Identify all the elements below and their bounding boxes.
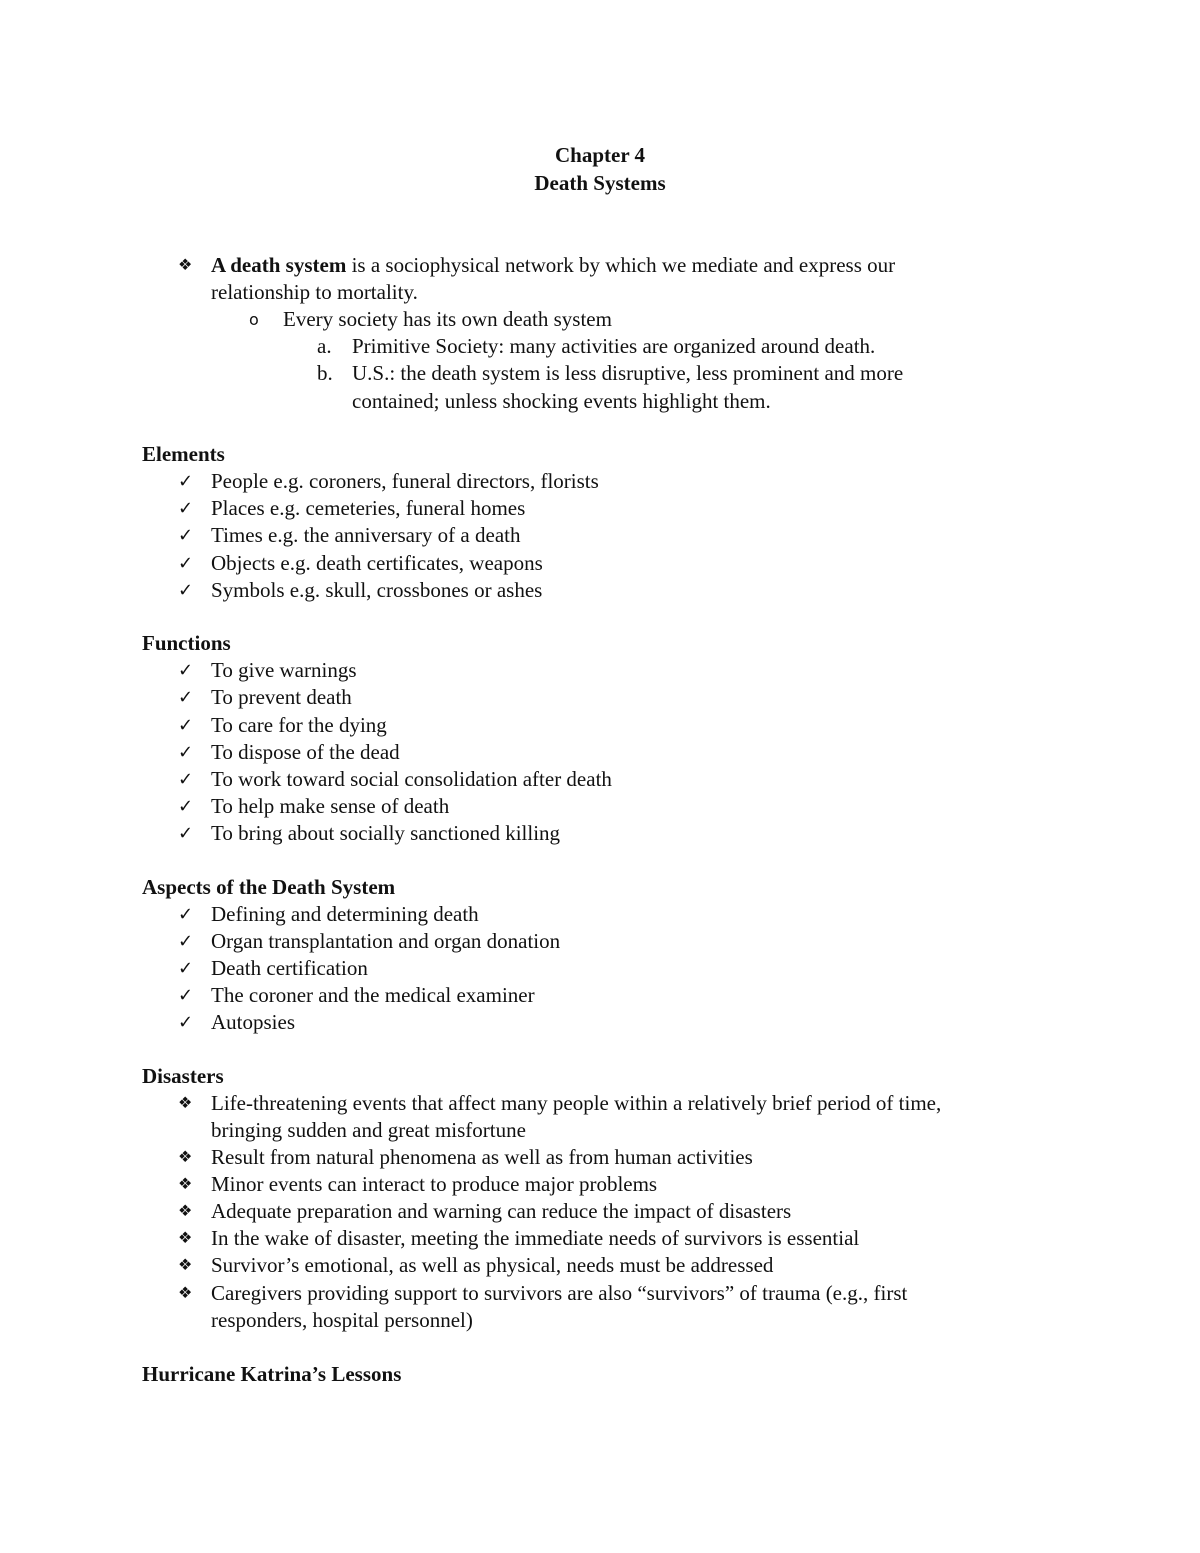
disasters-item-line: Minor events can interact to produce major problems <box>211 1172 658 1196</box>
circle-bullet-icon: o <box>249 310 259 329</box>
functions-item: To bring about socially sanctioned killing <box>211 821 561 845</box>
disasters-item-line: Adequate preparation and warning can reduce the impact of disasters <box>211 1199 792 1223</box>
functions-item: To care for the dying <box>211 713 387 737</box>
functions-item: To give warnings <box>211 658 357 682</box>
intro-text: is a sociophysical network by which we mediate and express our <box>346 253 896 277</box>
intro-line-2: relationship to mortality. <box>211 280 418 304</box>
checkmark-icon: ✓ <box>178 823 194 844</box>
checkmark-icon: ✓ <box>178 931 194 952</box>
checkmark-icon: ✓ <box>178 904 194 925</box>
section-heading-elements: Elements <box>142 442 225 466</box>
elements-item: Places e.g. cemeteries, funeral homes <box>211 496 526 520</box>
checkmark-icon: ✓ <box>178 985 194 1006</box>
checkmark-icon: ✓ <box>178 471 194 492</box>
diamond-bullet-icon: ❖ <box>178 1285 193 1302</box>
disasters-item-line: Life-threatening events that affect many people within a relatively brief period of time, <box>211 1091 942 1115</box>
intro-sub-sub-item-a: Primitive Society: many activities are organized around death. <box>352 334 876 358</box>
diamond-bullet-icon: ❖ <box>178 1095 193 1112</box>
diamond-bullet-icon: ❖ <box>178 1149 193 1166</box>
section-heading-disasters: Disasters <box>142 1064 224 1088</box>
page-title: Death Systems <box>534 171 666 195</box>
aspects-item: Death certification <box>211 956 368 980</box>
section-heading-katrina: Hurricane Katrina’s Lessons <box>142 1362 402 1386</box>
disasters-item-line: Survivor’s emotional, as well as physical, needs must be addressed <box>211 1253 774 1277</box>
functions-item: To dispose of the dead <box>211 740 400 764</box>
aspects-item: Organ transplantation and organ donation <box>211 929 561 953</box>
section-heading-functions: Functions <box>142 631 231 655</box>
aspects-item: The coroner and the medical examiner <box>211 983 535 1007</box>
disasters-item-line: In the wake of disaster, meeting the immediate needs of survivors is essential <box>211 1226 860 1250</box>
intro-term: A death system <box>211 253 347 277</box>
disasters-item-line: Caregivers providing support to survivors are also “survivors” of trauma (e.g., first <box>211 1281 908 1305</box>
checkmark-icon: ✓ <box>178 553 194 574</box>
checkmark-icon: ✓ <box>178 498 194 519</box>
diamond-bullet-icon: ❖ <box>178 1203 193 1220</box>
checkmark-icon: ✓ <box>178 796 194 817</box>
intro-sub-sub-item-b-line-2: contained; unless shocking events highlight them. <box>352 389 771 413</box>
checkmark-icon: ✓ <box>178 687 194 708</box>
list-marker-b: b. <box>317 361 333 385</box>
diamond-bullet-icon: ❖ <box>178 1176 193 1193</box>
checkmark-icon: ✓ <box>178 769 194 790</box>
chapter-number: Chapter 4 <box>554 143 646 167</box>
intro-line-1 <box>211 252 895 279</box>
checkmark-icon: ✓ <box>178 742 194 763</box>
intro-sub-sub-item-b-line-1: U.S.: the death system is less disruptive, less prominent and more <box>352 361 904 385</box>
intro-sub-item: Every society has its own death system <box>283 307 612 331</box>
checkmark-icon: ✓ <box>178 958 194 979</box>
disasters-item-line: responders, hospital personnel) <box>211 1308 473 1332</box>
section-heading-aspects: Aspects of the Death System <box>142 875 396 899</box>
checkmark-icon: ✓ <box>178 715 194 736</box>
diamond-bullet-icon: ❖ <box>178 1230 193 1247</box>
aspects-item: Autopsies <box>211 1010 295 1034</box>
checkmark-icon: ✓ <box>178 580 194 601</box>
diamond-bullet-icon: ❖ <box>178 257 193 274</box>
elements-item: People e.g. coroners, funeral directors, florists <box>211 469 599 493</box>
disasters-item-line: bringing sudden and great misfortune <box>211 1118 526 1142</box>
diamond-bullet-icon: ❖ <box>178 1257 193 1274</box>
functions-item: To prevent death <box>211 685 352 709</box>
disasters-item-line: Result from natural phenomena as well as from human activities <box>211 1145 753 1169</box>
functions-item: To work toward social consolidation after death <box>211 767 612 791</box>
list-marker-a: a. <box>317 334 332 358</box>
checkmark-icon: ✓ <box>178 1012 194 1033</box>
elements-item: Objects e.g. death certificates, weapons <box>211 551 543 575</box>
functions-item: To help make sense of death <box>211 794 450 818</box>
aspects-item: Defining and determining death <box>211 902 479 926</box>
checkmark-icon: ✓ <box>178 660 194 681</box>
elements-item: Symbols e.g. skull, crossbones or ashes <box>211 578 543 602</box>
elements-item: Times e.g. the anniversary of a death <box>211 523 521 547</box>
checkmark-icon: ✓ <box>178 525 194 546</box>
